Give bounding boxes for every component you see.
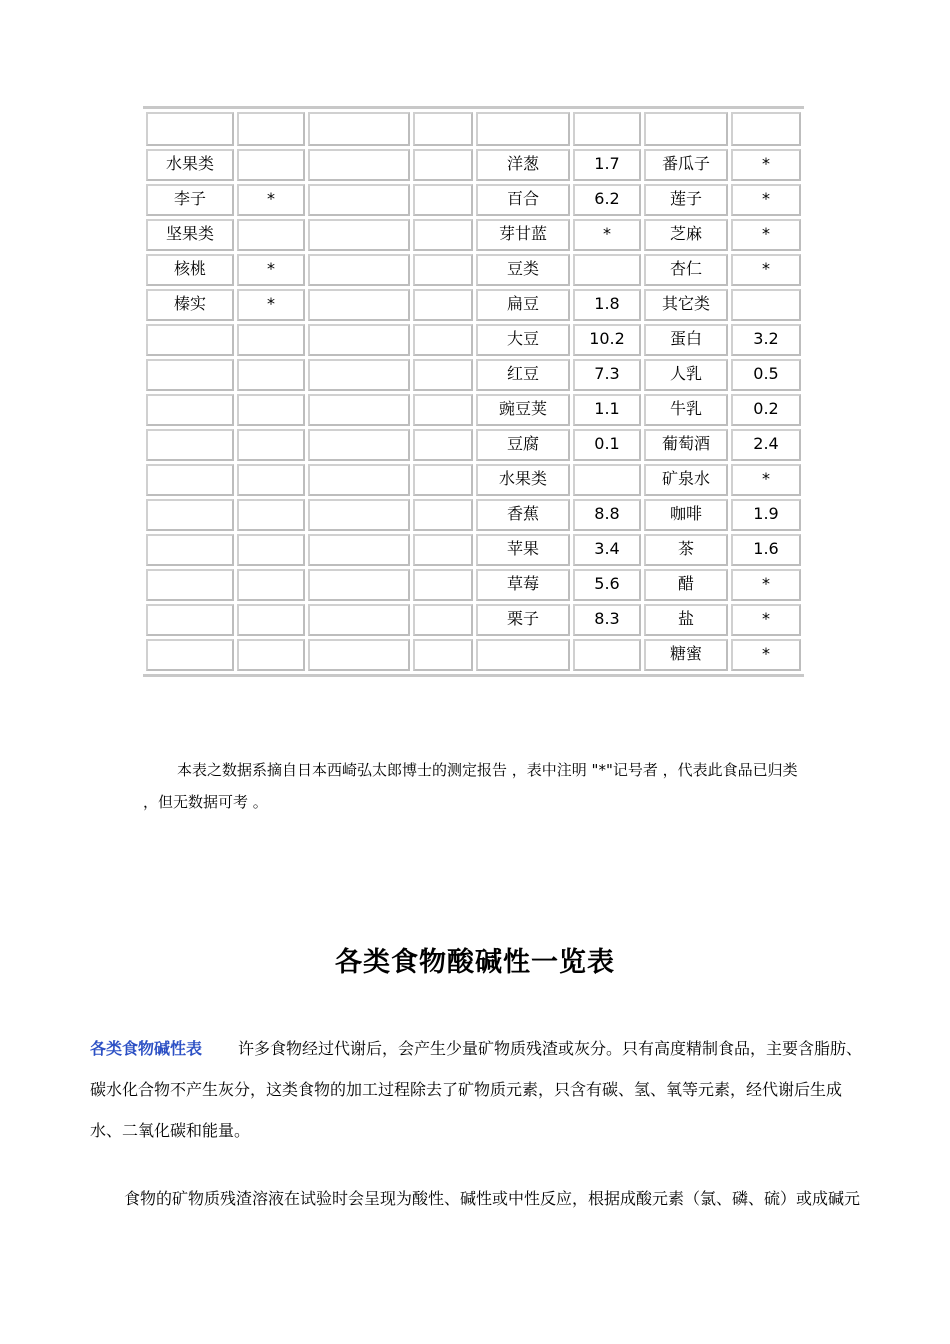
table-cell [146,499,234,531]
table-cell: 葡萄酒 [644,429,728,461]
table-row [146,359,801,391]
table-cell: 3.4 [573,534,641,566]
table-cell [413,149,473,181]
table-cell: 榛实 [146,289,234,321]
table-cell: 1.9 [731,499,801,531]
table-cell [308,184,410,216]
table-note: 本表之数据系摘自日本西崎弘太郎博士的测定报告 ，表中注明 "*"记号者 ，代表此食品已归类 ，但无数据可考 。 [143,761,798,811]
table-cell: 3.2 [731,324,801,356]
table-cell [413,604,473,636]
table-cell [573,254,641,286]
table-cell: 芝麻 [644,219,728,251]
table-cell [308,394,410,426]
table-cell [308,534,410,566]
table-row [146,639,801,671]
table-cell: * [731,604,801,636]
table-cell [308,289,410,321]
table-cell [308,219,410,251]
table-cell [308,604,410,636]
table-row [146,429,801,461]
table-row [146,499,801,531]
table-cell [308,359,410,391]
table-body [146,112,801,671]
table-cell: 1.8 [573,289,641,321]
table-cell [308,464,410,496]
table-cell [413,359,473,391]
table-cell: 大豆 [476,324,570,356]
table-cell: 2.4 [731,429,801,461]
table-cell [146,534,234,566]
table-cell [237,604,305,636]
table-cell [308,149,410,181]
table-cell: 1.6 [731,534,801,566]
table-row [146,394,801,426]
table-row [146,324,801,356]
table-cell: 芽甘蓝 [476,219,570,251]
table-row [146,289,801,321]
table-cell [308,254,410,286]
table-cell [146,359,234,391]
table-row [146,219,801,251]
table-cell [573,639,641,671]
table-cell [146,394,234,426]
table-cell: * [731,254,801,286]
table-cell [413,324,473,356]
table-cell: 豆腐 [476,429,570,461]
table-cell [237,569,305,601]
table-cell: 坚果类 [146,219,234,251]
table-cell: 8.8 [573,499,641,531]
table-cell: * [237,254,305,286]
table-cell [308,499,410,531]
table-cell [308,569,410,601]
table-cell: * [731,184,801,216]
table-cell: 水果类 [146,149,234,181]
table-cell [146,429,234,461]
table-row [146,569,801,601]
table-cell: 7.3 [573,359,641,391]
table-cell: 杏仁 [644,254,728,286]
table-row [146,604,801,636]
food-ph-table [143,106,804,677]
table-cell: 豆类 [476,254,570,286]
table-cell: * [731,149,801,181]
table-cell: 核桃 [146,254,234,286]
table-cell: * [237,184,305,216]
table-cell: 李子 [146,184,234,216]
table-cell: 百合 [476,184,570,216]
table-cell: 盐 [644,604,728,636]
table-cell [731,289,801,321]
table-cell [413,639,473,671]
table-cell: 糖蜜 [644,639,728,671]
table-cell: 红豆 [476,359,570,391]
table-cell: * [573,219,641,251]
table-cell [476,639,570,671]
table-cell [237,499,305,531]
table-cell [413,499,473,531]
table-cell [237,429,305,461]
table-row [146,149,801,181]
table-cell: 0.2 [731,394,801,426]
table-cell: 豌豆荚 [476,394,570,426]
table-cell: 其它类 [644,289,728,321]
table-cell [146,604,234,636]
table-cell [413,219,473,251]
table-cell [308,324,410,356]
table-cell [146,639,234,671]
table-cell [644,112,728,146]
table-cell: * [731,464,801,496]
table-cell: 番瓜子 [644,149,728,181]
table-cell [237,219,305,251]
table-cell [237,359,305,391]
table-cell: 苹果 [476,534,570,566]
table-cell [573,112,641,146]
table-cell [731,112,801,146]
table-cell: 6.2 [573,184,641,216]
table-row [146,112,801,146]
table-cell: 扁豆 [476,289,570,321]
table-cell [413,112,473,146]
table-cell [146,569,234,601]
table-cell [146,464,234,496]
table-cell [237,639,305,671]
table-cell [413,254,473,286]
table-cell: 矿泉水 [644,464,728,496]
table-cell: 莲子 [644,184,728,216]
table-cell [308,112,410,146]
table-cell [573,464,641,496]
table-cell [146,112,234,146]
table-cell [413,184,473,216]
intro-paragraph [90,1028,865,1151]
table-cell [413,534,473,566]
table-cell: 0.1 [573,429,641,461]
intro-paragraph-text: 许多食物经过代谢后，会产生少量矿物质残渣或灰分。只有高度精制食品，主要含脂肪、碳水化合物不产生灰分，这类食物的加工过程除去了矿物质元素，只含有碳、氢、氧等元素，经代谢后生成水、二氧化碳和能量。 [90,1039,863,1140]
table-cell: 水果类 [476,464,570,496]
table-cell: 1.1 [573,394,641,426]
table-row [146,184,801,216]
table-cell: 栗子 [476,604,570,636]
table-cell: 人乳 [644,359,728,391]
table-cell [308,429,410,461]
table-cell [237,149,305,181]
table-cell [237,464,305,496]
table-cell [413,569,473,601]
table-cell [413,464,473,496]
table-cell [413,289,473,321]
table-cell: 咖啡 [644,499,728,531]
table-cell: 洋葱 [476,149,570,181]
table-row [146,254,801,286]
table-cell: 5.6 [573,569,641,601]
table-cell: 茶 [644,534,728,566]
section-title: 各类食物酸碱性一览表 [335,947,615,978]
table-cell: * [731,569,801,601]
table-cell: 10.2 [573,324,641,356]
table-cell: 牛乳 [644,394,728,426]
table-row [146,534,801,566]
table-cell [476,112,570,146]
table-cell: 0.5 [731,359,801,391]
table-cell: 8.3 [573,604,641,636]
table-cell: 香蕉 [476,499,570,531]
table-cell: 蛋白 [644,324,728,356]
table-cell [237,534,305,566]
table-cell [308,639,410,671]
table-cell: * [731,219,801,251]
table-cell: * [237,289,305,321]
table-cell: 1.7 [573,149,641,181]
alkaline-table-heading: 各类食物碱性表 [90,1039,203,1058]
table-cell [146,324,234,356]
second-paragraph: 食物的矿物质残渣溶液在试验时会呈现为酸性、碱性或中性反应，根据成酸元素（氯、磷、硫）或成碱元 [124,1189,861,1208]
table-cell: 醋 [644,569,728,601]
table-cell [413,429,473,461]
table-cell: 草莓 [476,569,570,601]
table-cell [413,394,473,426]
table-cell [237,394,305,426]
table-cell [237,112,305,146]
table-cell: * [731,639,801,671]
table-row [146,464,801,496]
table-cell [237,324,305,356]
